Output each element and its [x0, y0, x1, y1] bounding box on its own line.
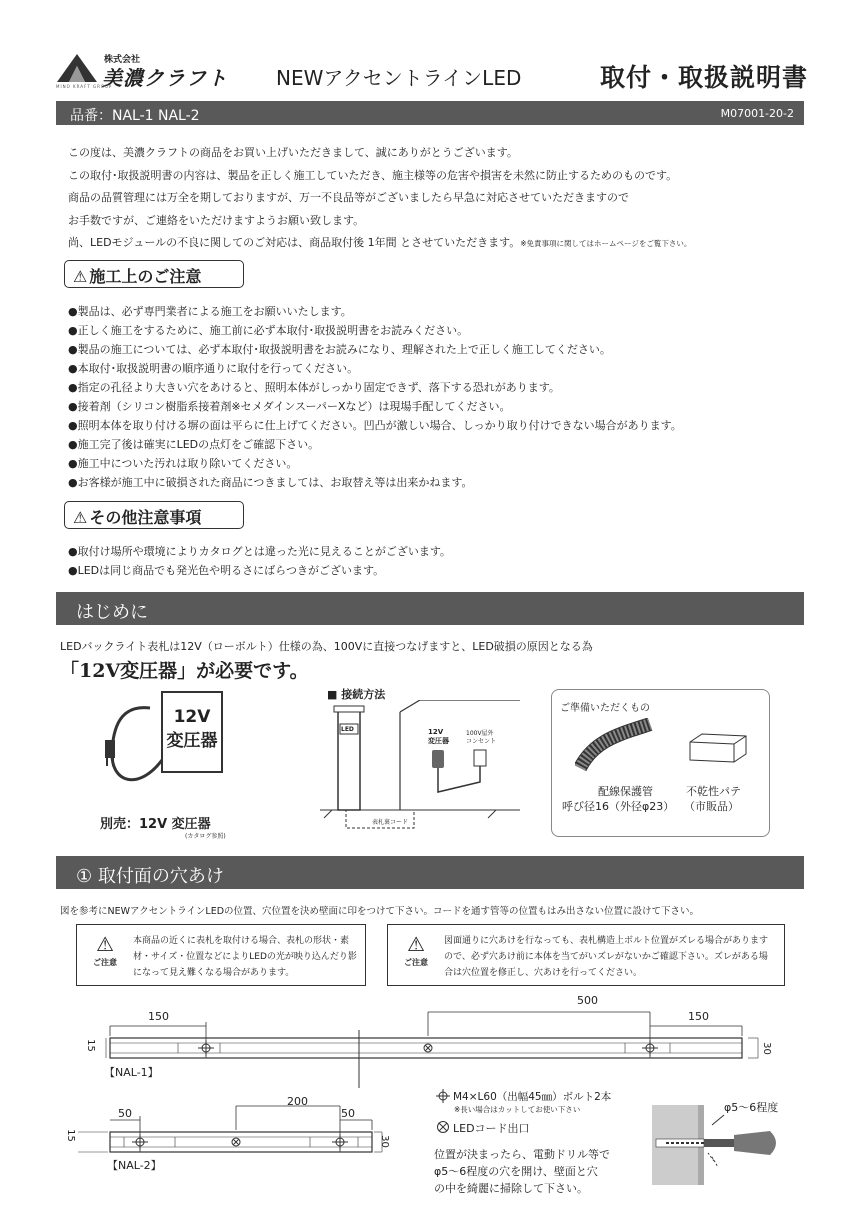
list-item: ●施工完了後は確実にLEDの点灯をご確認下さい。 — [68, 438, 320, 451]
document-code: M07001-20-2 — [720, 107, 794, 120]
intro-line: 商品の品質管理には万全を期しておりますが、万一不良品等がございましたら早急に対応させていただきますので — [68, 191, 629, 204]
caution-title: その他注意事項 — [89, 508, 202, 527]
company-logo-mark — [55, 48, 99, 84]
outlet-label-line: 100V屋外 — [466, 730, 494, 737]
dimension-label: 30 — [378, 1135, 390, 1148]
drill-line: 位置が決まったら、電動ドリル等で — [434, 1148, 610, 1161]
caution-list-1 — [68, 302, 682, 492]
dimension-label: 500 — [577, 994, 598, 1007]
outlet-label — [466, 730, 496, 746]
conn-transformer-label: 変圧器 — [428, 737, 449, 745]
caution-heading-2 — [64, 501, 244, 529]
connection-diagram — [320, 700, 520, 835]
dimension-label: 30 — [760, 1042, 772, 1055]
drill-instructions — [434, 1146, 610, 1197]
dimension-label: 50 — [341, 1107, 355, 1120]
conduit-pipe-icon — [575, 718, 655, 773]
dimension-label: 15 — [84, 1039, 96, 1052]
warranty-text: 尚、LEDモジュールの不良に関してのご対応は、商品取付後 1年間 とさせていただきます。 — [68, 236, 521, 249]
list-item: ●本取付･取扱説明書の順序通りに取付を行ってください。 — [68, 362, 359, 375]
led-label: LED — [341, 726, 354, 733]
note-icon — [396, 933, 436, 971]
note-box-2 — [387, 924, 785, 986]
drilling-lead: 図を参考にNEWアクセントラインLEDの位置、穴位置を決め壁面に印をつけて下さい。コードを通す管等の位置もはみ出さない位置に設けて下さい。 — [60, 906, 700, 917]
prep-item-name: 不乾性パテ — [686, 785, 741, 798]
note-label: ご注意 — [93, 958, 117, 967]
warning-triangle-icon: ⚠ — [73, 267, 88, 286]
list-item: ●正しく施工をするために、施工前に必ず本取付･取扱説明書をお読みください。 — [68, 324, 469, 337]
note-icon — [85, 933, 125, 971]
note-text: 本商品の近くに表札を取付ける場合、表札の形状・素材・サイズ・位置などによりLEDの光が映り込んだり影になって見え難くなる場合があります。 — [133, 936, 357, 978]
prep-item-spec: （市販品） — [684, 800, 739, 813]
drill-illustration — [652, 1105, 792, 1185]
transformer-required: 「12V変圧器」が必要です。 — [60, 660, 309, 682]
cord-label: 表札裏コード — [372, 819, 409, 826]
cord-exit-legend: LEDコード出口 — [453, 1122, 530, 1135]
section-bar-drilling — [56, 856, 804, 889]
warning-triangle-icon: ⚠ — [407, 932, 425, 956]
drill-line: の中を綺麗に掃除して下さい。 — [434, 1182, 588, 1195]
note-label: ご注意 — [404, 958, 428, 967]
intro-text — [68, 142, 691, 256]
section-title: はじめに — [76, 602, 148, 623]
document-title: 取付・取扱説明書 — [600, 63, 809, 92]
section-title: ① 取付面の穴あけ — [76, 866, 224, 887]
list-item: ●製品の施工については、必ず本取付･取扱説明書をお読みになり、理解された上で正しく施工してください。 — [68, 343, 611, 356]
note-box-1 — [76, 924, 366, 986]
product-title: NEWアクセントラインLED — [276, 66, 522, 90]
list-item: ●LEDは同じ商品でも発光色や明るさにばらつきがございます。 — [68, 564, 385, 577]
bolt-legend: M4×L60（出幅45㎜）ボルト2本 — [453, 1091, 612, 1103]
list-item: ●接着剤（シリコン樹脂系接着剤※セメダインスーパーXなど）は現場手配してください。 — [68, 400, 511, 413]
dimension-label: 150 — [148, 1010, 169, 1023]
brand-name: 美濃クラフト — [102, 66, 228, 90]
list-item: ●取付け場所や環境によりカタログとは違った光に見えることがございます。 — [68, 545, 451, 558]
intro-line: お手数ですが、ご連絡をいただけますようお願い致します。 — [68, 213, 365, 227]
company-small-label: 株式会社 — [104, 55, 141, 65]
nal2-label: 【NAL-2】 — [107, 1159, 162, 1172]
warranty-note: ※免責事項に関してはホームページをご覧下さい。 — [520, 239, 692, 248]
prep-item-name: 配線保護管 — [598, 785, 653, 798]
nal2-dimension-drawing — [60, 1092, 390, 1162]
warning-triangle-icon: ⚠ — [73, 508, 88, 527]
list-item: ●指定の孔径より大きい穴をあけると、照明本体がしっかり固定できず、落下する恐れがあります。 — [68, 381, 560, 394]
dimension-label: 150 — [688, 1010, 709, 1023]
lowvolt-text: LEDバックライト表札は12V（ローボルト）仕様の為、100Vに直接つなげますと、LED破損の原因となる為 — [60, 640, 593, 653]
list-item: ●お客様が施工中に破損された商品につきましては、お取替え等は出来かねます。 — [68, 476, 473, 489]
drill-diameter-label: φ5～6程度 — [724, 1101, 779, 1114]
cord-exit-icon — [436, 1120, 450, 1134]
caution-heading-1 — [64, 260, 244, 288]
bolt-legend-note: ※長い場合はカットしてお使い下さい — [454, 1105, 581, 1114]
list-item: ●照明本体を取り付ける塀の面は平らに仕上げてください。凹凸が激しい場合、しっかり取り付けできない場合があります。 — [68, 419, 682, 432]
list-item: ●施工中についた汚れは取り除いてください。 — [68, 457, 298, 470]
dimension-label: 15 — [64, 1129, 76, 1142]
nal1-label: 【NAL-1】 — [104, 1066, 159, 1079]
warning-triangle-icon: ⚠ — [96, 932, 114, 956]
intro-line — [68, 232, 691, 256]
drill-line: φ5～6程度の穴を開け、壁面と穴 — [434, 1165, 598, 1178]
transformer-label: 変圧器 — [166, 731, 218, 751]
conn-transformer — [428, 728, 449, 746]
intro-line: この度は、美濃クラフトの商品をお買い上げいただきまして、誠にありがとうございます。 — [68, 146, 518, 159]
model-bar — [56, 101, 804, 125]
prep-title: ご準備いただくもの — [560, 703, 650, 714]
connection-title: ■ 接続方法 — [327, 688, 386, 701]
brand-subtitle: MINO KRAFT GROUP — [56, 84, 113, 89]
bolt-hole-icon — [436, 1089, 450, 1103]
model-number: 品番：NAL-1 NAL-2 — [70, 108, 200, 124]
caution-list-2 — [68, 542, 451, 580]
outlet-label-line: コンセント — [466, 738, 497, 745]
transformer-cord-drawing — [100, 690, 170, 800]
dimension-label: 50 — [118, 1107, 132, 1120]
transformer-box — [161, 691, 223, 773]
dimension-label: 200 — [287, 1095, 308, 1108]
putty-icon — [686, 730, 750, 766]
list-item: ●製品は、必ず専門業者による施工をお願いいたします。 — [68, 305, 352, 318]
section-bar-intro — [56, 592, 804, 625]
conn-transformer-label: 12V — [428, 728, 444, 736]
intro-line: この取付･取扱説明書の内容は、製品を正しく施工していただき、施主様等の危害や損害を未然に防止するためのものです。 — [68, 168, 678, 182]
transformer-label: 12V — [173, 707, 211, 727]
note-text: 図面通りに穴あけを行なっても、表札構造上ボルト位置がズレる場合がありますので、必ず穴あけ前に本体を当てがいズレがないかご確認下さい。ズレがある場合は穴位置を修正し、穴あけを行ってください。 — [444, 936, 769, 978]
caution-title: 施工上のご注意 — [89, 267, 202, 286]
catalog-ref: (カタログ参照) — [185, 833, 226, 840]
sold-separately: 別売：12V 変圧器 — [100, 817, 211, 832]
prep-item-spec: 呼び径16（外径φ23） — [562, 800, 675, 813]
nal1-dimension-drawing — [80, 1000, 780, 1090]
